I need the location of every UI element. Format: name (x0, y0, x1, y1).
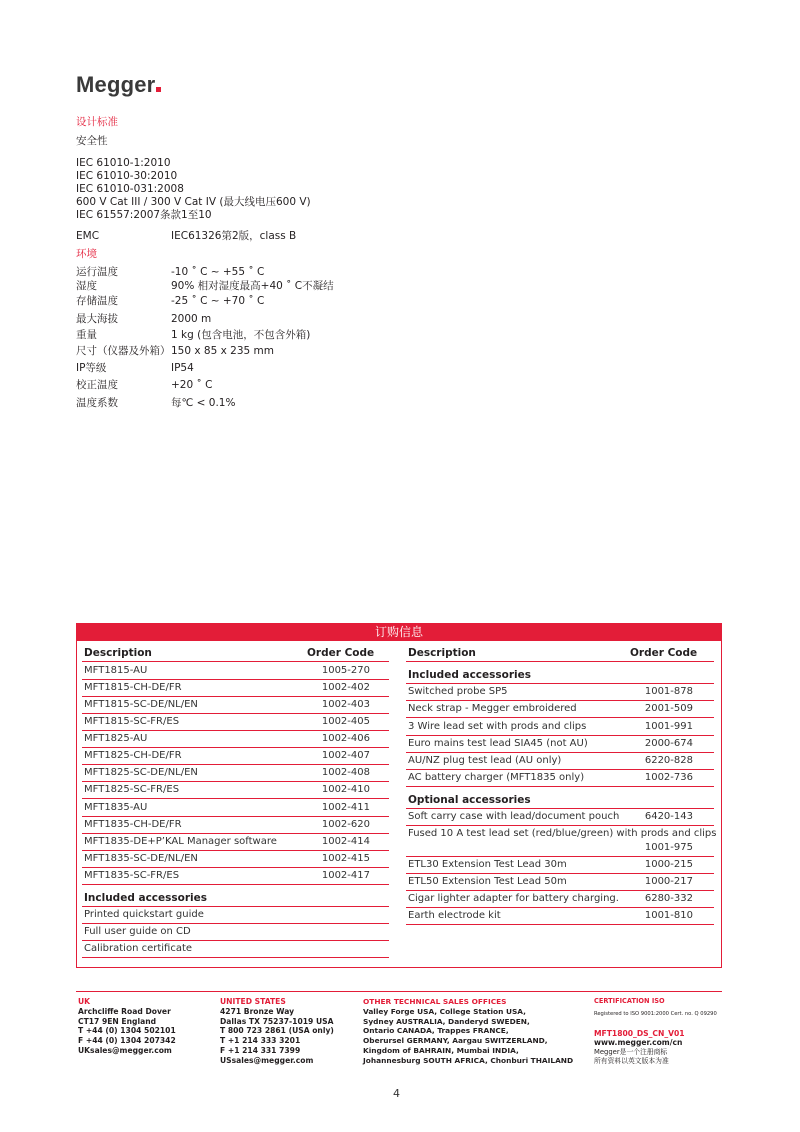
list-item: MFT1835-SC-DE/NL/EN (84, 853, 198, 864)
list-item: MFT1815-CH-DE/FR (84, 682, 182, 693)
footer-line: T 800 723 2861 (USA only) (220, 1026, 334, 1036)
list-item: AC battery charger (MFT1835 only) (408, 772, 585, 783)
list-item: Fused 10 A test lead set (red/blue/green) with prods and clips (408, 828, 717, 839)
order-code: 1002-406 (321, 733, 370, 744)
footer-copyright: 所有资料以英文版本为准 (594, 1056, 669, 1065)
ordering-info-title: 订购信息 (76, 623, 722, 641)
footer-us-title: UNITED STATES (220, 997, 286, 1006)
footer-line: F +1 214 331 7399 (220, 1045, 301, 1055)
divider (82, 781, 389, 782)
divider (82, 867, 389, 868)
list-item: Switched probe SP5 (408, 686, 508, 697)
footer-line: Sydney AUSTRALIA, Danderyd SWEDEN, (363, 1016, 530, 1026)
megger-logo: Megger (76, 72, 161, 98)
divider (406, 752, 714, 753)
divider (406, 825, 714, 826)
order-code: 6220-828 (644, 755, 693, 766)
size-label: 尺寸（仪器及外箱） (76, 345, 171, 357)
divider (82, 816, 389, 817)
divider (82, 713, 389, 714)
footer-email[interactable]: UKsales@megger.com (78, 1045, 172, 1055)
divider (406, 786, 714, 787)
list-item: MFT1825-AU (84, 733, 148, 744)
divider (82, 661, 389, 662)
optional-accessories-title: Optional accessories (408, 794, 531, 806)
list-item: Calibration certificate (84, 943, 193, 954)
divider (82, 730, 389, 731)
list-item: MFT1825-SC-FR/ES (84, 784, 180, 795)
divider (406, 769, 714, 770)
order-code: 1000-217 (644, 876, 693, 887)
cal-temp-value: +20 ˚ C (171, 379, 213, 391)
footer-line: Kingdom of BAHRAIN, Mumbai INDIA, (363, 1045, 519, 1055)
humidity-label: 湿度 (76, 280, 97, 292)
divider (82, 679, 389, 680)
left-included-title: Included accessories (84, 892, 208, 904)
standard-item: IEC 61010-031:2008 (76, 183, 184, 195)
footer-line: Ontario CANADA, Trappes FRANCE, (363, 1026, 509, 1036)
divider (406, 661, 714, 662)
footer-cert-registered: Registered to ISO 9001:2000 Cert. no. Q 09290 (594, 1010, 717, 1017)
order-code: 1002-417 (321, 870, 370, 881)
order-code: 2001-509 (644, 703, 693, 714)
order-code: 1002-410 (321, 784, 370, 795)
altitude-value: 2000 m (171, 313, 212, 325)
footer-other-title: OTHER TECHNICAL SALES OFFICES (363, 997, 507, 1006)
list-item: MFT1825-CH-DE/FR (84, 750, 182, 761)
storage-temp-value: -25 ˚ C ~ +70 ˚ C (171, 295, 265, 307)
temp-coef-label: 温度系数 (76, 397, 118, 409)
size-value: 150 x 85 x 235 mm (171, 345, 275, 357)
divider (406, 700, 714, 701)
page-number: 4 (393, 1087, 400, 1100)
emc-value: IEC61326第2版，class B (171, 230, 297, 242)
order-code: 1002-736 (644, 772, 693, 783)
weight-label: 重量 (76, 329, 97, 341)
divider (406, 717, 714, 718)
divider (82, 764, 389, 765)
divider (82, 850, 389, 851)
footer-certification (594, 997, 717, 1065)
divider (82, 906, 389, 907)
divider (82, 957, 389, 958)
emc-label: EMC (76, 230, 100, 242)
divider (406, 683, 714, 684)
order-code: 1002-403 (321, 699, 370, 710)
footer-cert-title: CERTIFICATION ISO (594, 997, 665, 1005)
list-item: MFT1815-AU (84, 665, 148, 676)
storage-temp-label: 存储温度 (76, 295, 118, 307)
divider (406, 924, 714, 925)
standard-item: 600 V Cat III / 300 V Cat IV (最大线电压600 V) (76, 196, 311, 208)
order-code: 1000-215 (644, 859, 693, 870)
list-item: Soft carry case with lead/document pouch (408, 811, 620, 822)
standard-item: IEC 61557:2007条款1至10 (76, 209, 212, 221)
order-code: 1002-620 (321, 819, 370, 830)
logo-dot (156, 87, 161, 92)
list-item: Neck strap - Megger embroidered (408, 703, 577, 714)
divider (82, 923, 389, 924)
design-standards-title: 设计标准 (76, 116, 118, 128)
order-code: 1002-407 (321, 750, 370, 761)
list-item: Euro mains test lead SIA45 (not AU) (408, 738, 588, 749)
footer-rule (76, 991, 722, 992)
footer-url[interactable]: www.megger.com/cn (594, 1038, 683, 1048)
list-item: 3 Wire lead set with prods and clips (408, 721, 587, 732)
order-code: 1002-414 (321, 836, 370, 847)
list-item: MFT1835-DE+P’KAL Manager software (84, 836, 277, 847)
footer-other-offices (363, 997, 573, 1066)
footer-line: Dallas TX 75237-1019 USA (220, 1016, 334, 1026)
right-order-code-header: Order Code (630, 647, 698, 659)
order-code: 6420-143 (644, 811, 693, 822)
divider (82, 940, 389, 941)
standards-list (76, 157, 311, 222)
order-code: 1005-270 (321, 665, 370, 676)
right-description-header: Description (408, 647, 476, 659)
footer-line: Archcliffe Road Dover (78, 1006, 171, 1016)
footer-line: T +1 214 333 3201 (220, 1036, 301, 1046)
list-item: MFT1835-CH-DE/FR (84, 819, 182, 830)
list-item: Earth electrode kit (408, 910, 501, 921)
footer-line: F +44 (0) 1304 207342 (78, 1036, 176, 1046)
order-code: 1002-408 (321, 767, 370, 778)
left-order-code-header: Order Code (307, 647, 375, 659)
footer-doc-id: MFT1800_DS_CN_V01 (594, 1028, 685, 1038)
standard-item: IEC 61010-30:2010 (76, 170, 178, 182)
left-description-header: Description (84, 647, 152, 659)
footer-line: T +44 (0) 1304 502101 (78, 1026, 176, 1036)
order-code: 1002-411 (321, 802, 370, 813)
order-code: 1002-415 (321, 853, 370, 864)
order-code: 1002-402 (321, 682, 370, 693)
divider (406, 907, 714, 908)
footer-line: CT17 9EN England (78, 1016, 157, 1026)
footer-us (220, 997, 334, 1066)
right-included-title: Included accessories (408, 669, 532, 681)
divider (406, 735, 714, 736)
footer-line: Oberursel GERMANY, Aargau SWITZERLAND, (363, 1036, 548, 1046)
order-code: 1001-810 (644, 910, 693, 921)
temp-coef-value: 每℃ < 0.1% (171, 397, 236, 409)
divider (82, 798, 389, 799)
list-item: Full user guide on CD (84, 926, 191, 937)
list-item: Cigar lighter adapter for battery charging. (408, 893, 619, 904)
footer-line: Johannesburg SOUTH AFRICA, Chonburi THAILAND (363, 1055, 574, 1065)
footer-line: 4271 Bronze Way (220, 1006, 295, 1016)
list-item: AU/NZ plug test lead (AU only) (408, 755, 562, 766)
list-item: ETL30 Extension Test Lead 30m (408, 859, 567, 870)
altitude-label: 最大海拔 (76, 313, 118, 325)
divider (406, 873, 714, 874)
ip-value: IP54 (171, 362, 194, 374)
footer-email[interactable]: USsales@megger.com (220, 1055, 314, 1065)
standard-item: IEC 61010-1:2010 (76, 157, 171, 169)
list-item: MFT1815-SC-FR/ES (84, 716, 180, 727)
order-code: 6280-332 (644, 893, 693, 904)
op-temp-label: 运行温度 (76, 266, 118, 278)
divider (82, 696, 389, 697)
op-temp-value: -10 ˚ C ~ +55 ˚ C (171, 266, 265, 278)
list-item: MFT1815-SC-DE/NL/EN (84, 699, 198, 710)
divider (406, 856, 714, 857)
divider (82, 833, 389, 834)
list-item: MFT1825-SC-DE/NL/EN (84, 767, 198, 778)
order-code: 1001-991 (644, 721, 693, 732)
weight-value: 1 kg (包含电池，不包含外箱) (171, 329, 311, 341)
cal-temp-label: 校正温度 (76, 379, 118, 391)
order-code: 2000-674 (644, 738, 693, 749)
divider (82, 747, 389, 748)
order-code: 1002-405 (321, 716, 370, 727)
humidity-value: 90% 相对湿度最高+40 ˚ C不凝结 (171, 280, 334, 292)
footer-uk-title: UK (78, 997, 91, 1006)
footer-line: Valley Forge USA, College Station USA, (363, 1006, 526, 1016)
divider (406, 890, 714, 891)
order-code: 1001-975 (644, 842, 693, 853)
safety-label: 安全性 (76, 135, 108, 147)
divider (82, 884, 389, 885)
footer-trademark: Megger是一个注册商标 (594, 1048, 668, 1057)
list-item: Printed quickstart guide (84, 909, 204, 920)
list-item: MFT1835-SC-FR/ES (84, 870, 180, 881)
footer-uk (78, 997, 176, 1056)
order-code: 1001-878 (644, 686, 693, 697)
list-item: ETL50 Extension Test Lead 50m (408, 876, 567, 887)
divider (406, 808, 714, 809)
ip-label: IP等级 (76, 362, 107, 374)
list-item: MFT1835-AU (84, 802, 148, 813)
environment-title: 环境 (76, 248, 97, 260)
